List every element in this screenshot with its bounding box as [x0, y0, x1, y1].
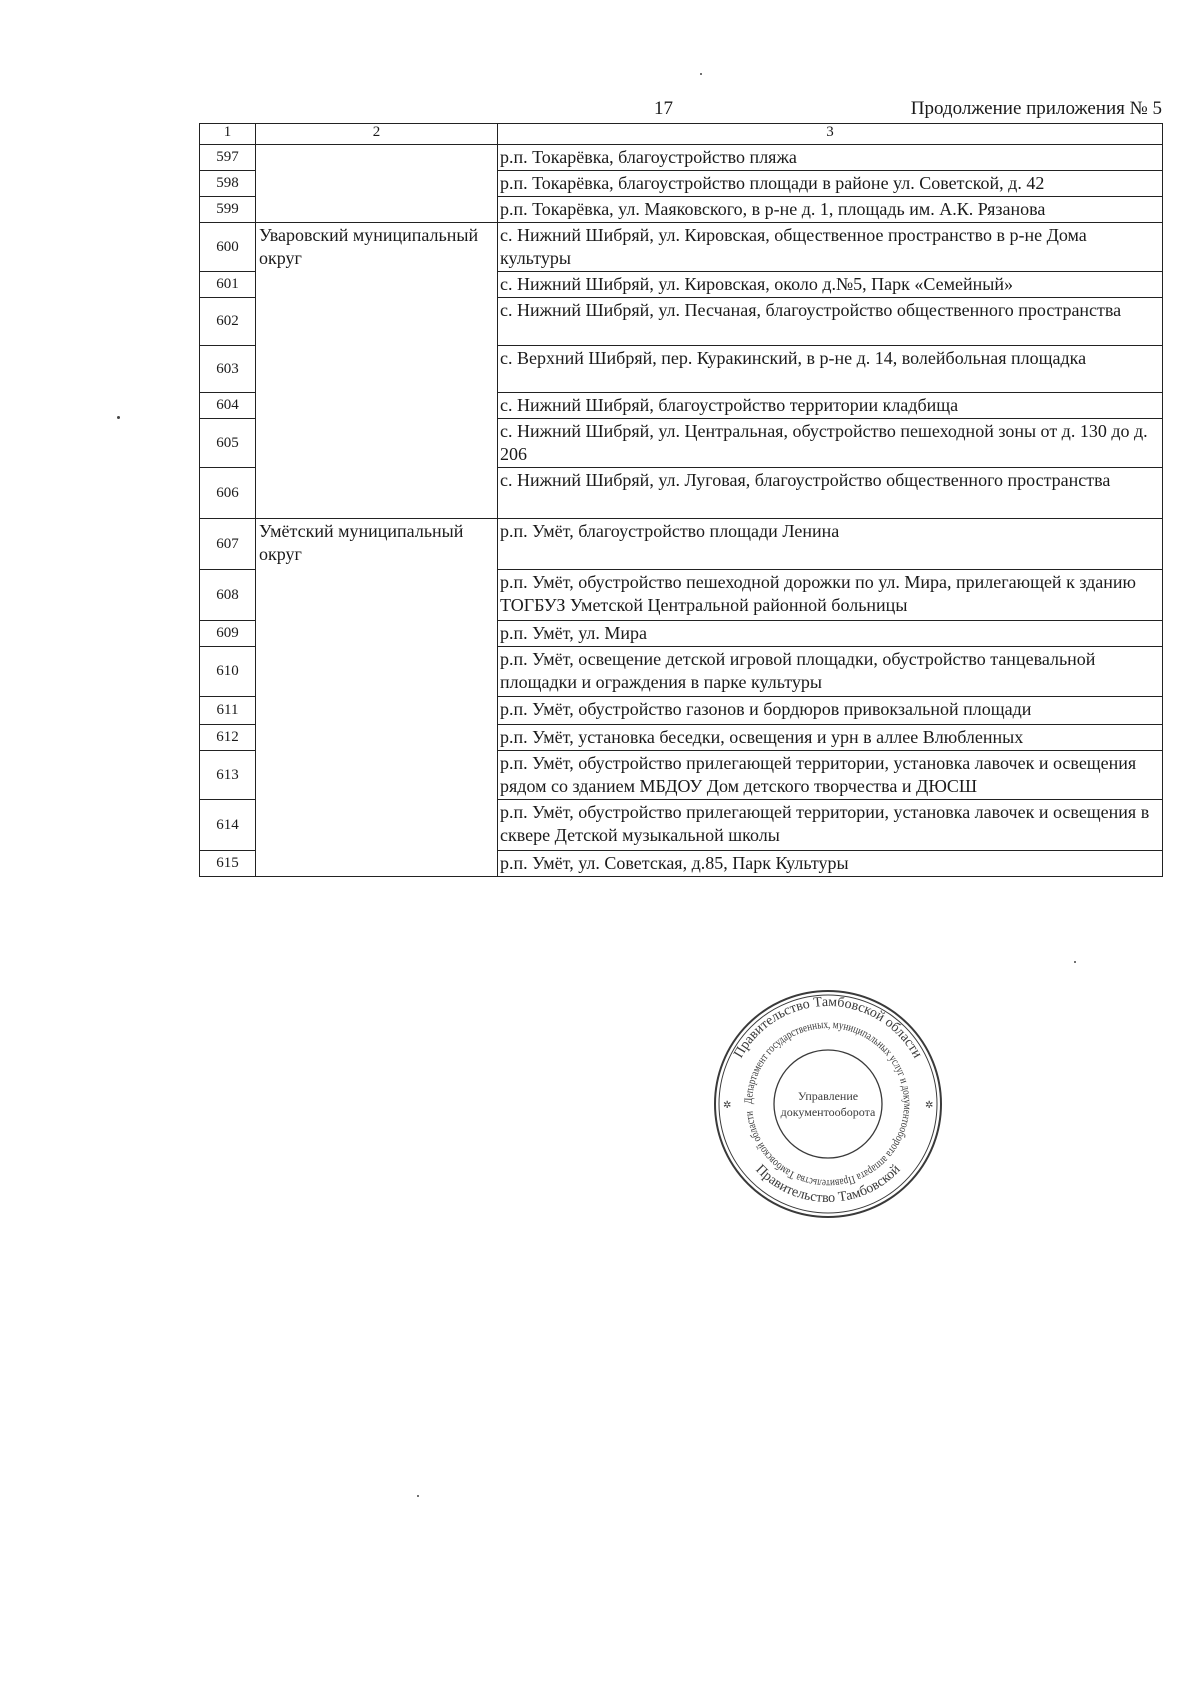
seal-outer-text: Правительство Тамбовской области — [731, 994, 925, 1061]
seal-graphic — [712, 988, 944, 1220]
table-header-row — [200, 124, 1163, 145]
object-description-cell: р.п. Умёт, благоустройство площади Ленина — [498, 519, 1163, 570]
row-number-cell: 602 — [200, 298, 256, 346]
object-description-cell: р.п. Умёт, ул. Советская, д.85, Парк Культуры — [498, 851, 1163, 877]
object-description-cell: с. Нижний Шибряй, ул. Центральная, обустройство пешеходной зоны от д. 130 до д. 206 — [498, 419, 1163, 468]
table-row — [200, 519, 1163, 570]
row-number-cell: 611 — [200, 697, 256, 725]
row-number-cell: 612 — [200, 725, 256, 751]
object-description-cell: р.п. Умёт, установка беседки, освещения и урн в аллее Влюбленных — [498, 725, 1163, 751]
row-number-cell: 597 — [200, 145, 256, 171]
row-number-cell: 604 — [200, 393, 256, 419]
column-header-object: 3 — [498, 124, 1163, 145]
scan-speck — [417, 1495, 419, 1497]
seal-center-line-1: Управление — [797, 1089, 859, 1103]
row-number-cell: 600 — [200, 223, 256, 272]
district-cell: Уваровский муниципальный округ — [256, 223, 498, 519]
column-header-number: 1 — [200, 124, 256, 145]
row-number-cell: 598 — [200, 171, 256, 197]
object-description-cell: р.п. Токарёвка, благоустройство пляжа — [498, 145, 1163, 171]
object-description-cell: р.п. Умёт, обустройство газонов и бордюров привокзальной площади — [498, 697, 1163, 725]
object-description-cell: р.п. Токарёвка, благоустройство площади в районе ул. Советской, д. 42 — [498, 171, 1163, 197]
object-description-cell: р.п. Токарёвка, ул. Маяковского, в р-не д. 1, площадь им. А.К. Рязанова — [498, 197, 1163, 223]
seal-center-line-2: документооборота — [780, 1105, 876, 1119]
object-description-cell: р.п. Умёт, ул. Мира — [498, 621, 1163, 647]
official-seal — [712, 988, 944, 1220]
object-description-cell: р.п. Умёт, обустройство прилегающей территории, установка лавочек и освещения рядом со зданием МБДОУ Дом детского творчества и ДЮСШ — [498, 751, 1163, 800]
row-number-cell: 607 — [200, 519, 256, 570]
object-description-cell: с. Нижний Шибряй, ул. Песчаная, благоустройство общественного пространства — [498, 298, 1163, 346]
object-description-cell: с. Нижний Шибряй, благоустройство территории кладбища — [498, 393, 1163, 419]
object-description-cell: с. Нижний Шибряй, ул. Кировская, около д.№5, Парк «Семейный» — [498, 272, 1163, 298]
seal-star-left-icon: ✲ — [723, 1100, 732, 1111]
svg-text:Департамент государственных, м — [743, 1019, 913, 1189]
row-number-cell: 601 — [200, 272, 256, 298]
object-description-cell: р.п. Умёт, обустройство прилегающей территории, установка лавочек и освещения в сквере Детской музыкальной школы — [498, 800, 1163, 851]
row-number-cell: 609 — [200, 621, 256, 647]
district-cell — [256, 145, 498, 223]
page-number: 17 — [654, 98, 673, 119]
row-number-cell: 605 — [200, 419, 256, 468]
row-number-cell: 615 — [200, 851, 256, 877]
object-description-cell: с. Верхний Шибряй, пер. Куракинский, в р-не д. 14, волейбольная площадка — [498, 346, 1163, 393]
object-description-cell: с. Нижний Шибряй, ул. Кировская, общественное пространство в р-не Дома культуры — [498, 223, 1163, 272]
appendix-continuation-caption: Продолжение приложения № 5 — [910, 98, 1162, 119]
row-number-cell: 606 — [200, 468, 256, 519]
row-number-cell: 608 — [200, 570, 256, 621]
object-description-cell: р.п. Умёт, обустройство пешеходной дорожки по ул. Мира, прилегающей к зданию ТОГБУЗ Уметской Центральной районной больницы — [498, 570, 1163, 621]
table-row — [200, 145, 1163, 171]
seal-star-right-icon: ✲ — [925, 1100, 934, 1111]
district-cell: Умётский муниципальный округ — [256, 519, 498, 877]
row-number-cell: 603 — [200, 346, 256, 393]
column-header-district: 2 — [256, 124, 498, 145]
seal-outer-text-bottom: Правительство Тамбовской — [752, 1162, 904, 1207]
object-description-cell: с. Нижний Шибряй, ул. Луговая, благоустройство общественного пространства — [498, 468, 1163, 519]
row-number-cell: 614 — [200, 800, 256, 851]
row-number-cell: 613 — [200, 751, 256, 800]
object-description-cell: р.п. Умёт, освещение детской игровой площадки, обустройство танцевальной площадки и ограждения в парке культуры — [498, 647, 1163, 697]
scan-speck — [700, 73, 702, 75]
table-row — [200, 223, 1163, 272]
scan-speck — [117, 416, 120, 419]
scan-speck — [1074, 961, 1076, 963]
row-number-cell: 599 — [200, 197, 256, 223]
objects-table — [199, 123, 1163, 877]
row-number-cell: 610 — [200, 647, 256, 697]
seal-inner-ring-text: Департамент государственных, муниципальных услуг и документооборота аппарата Правительства Тамбовской области — [742, 1018, 914, 1190]
